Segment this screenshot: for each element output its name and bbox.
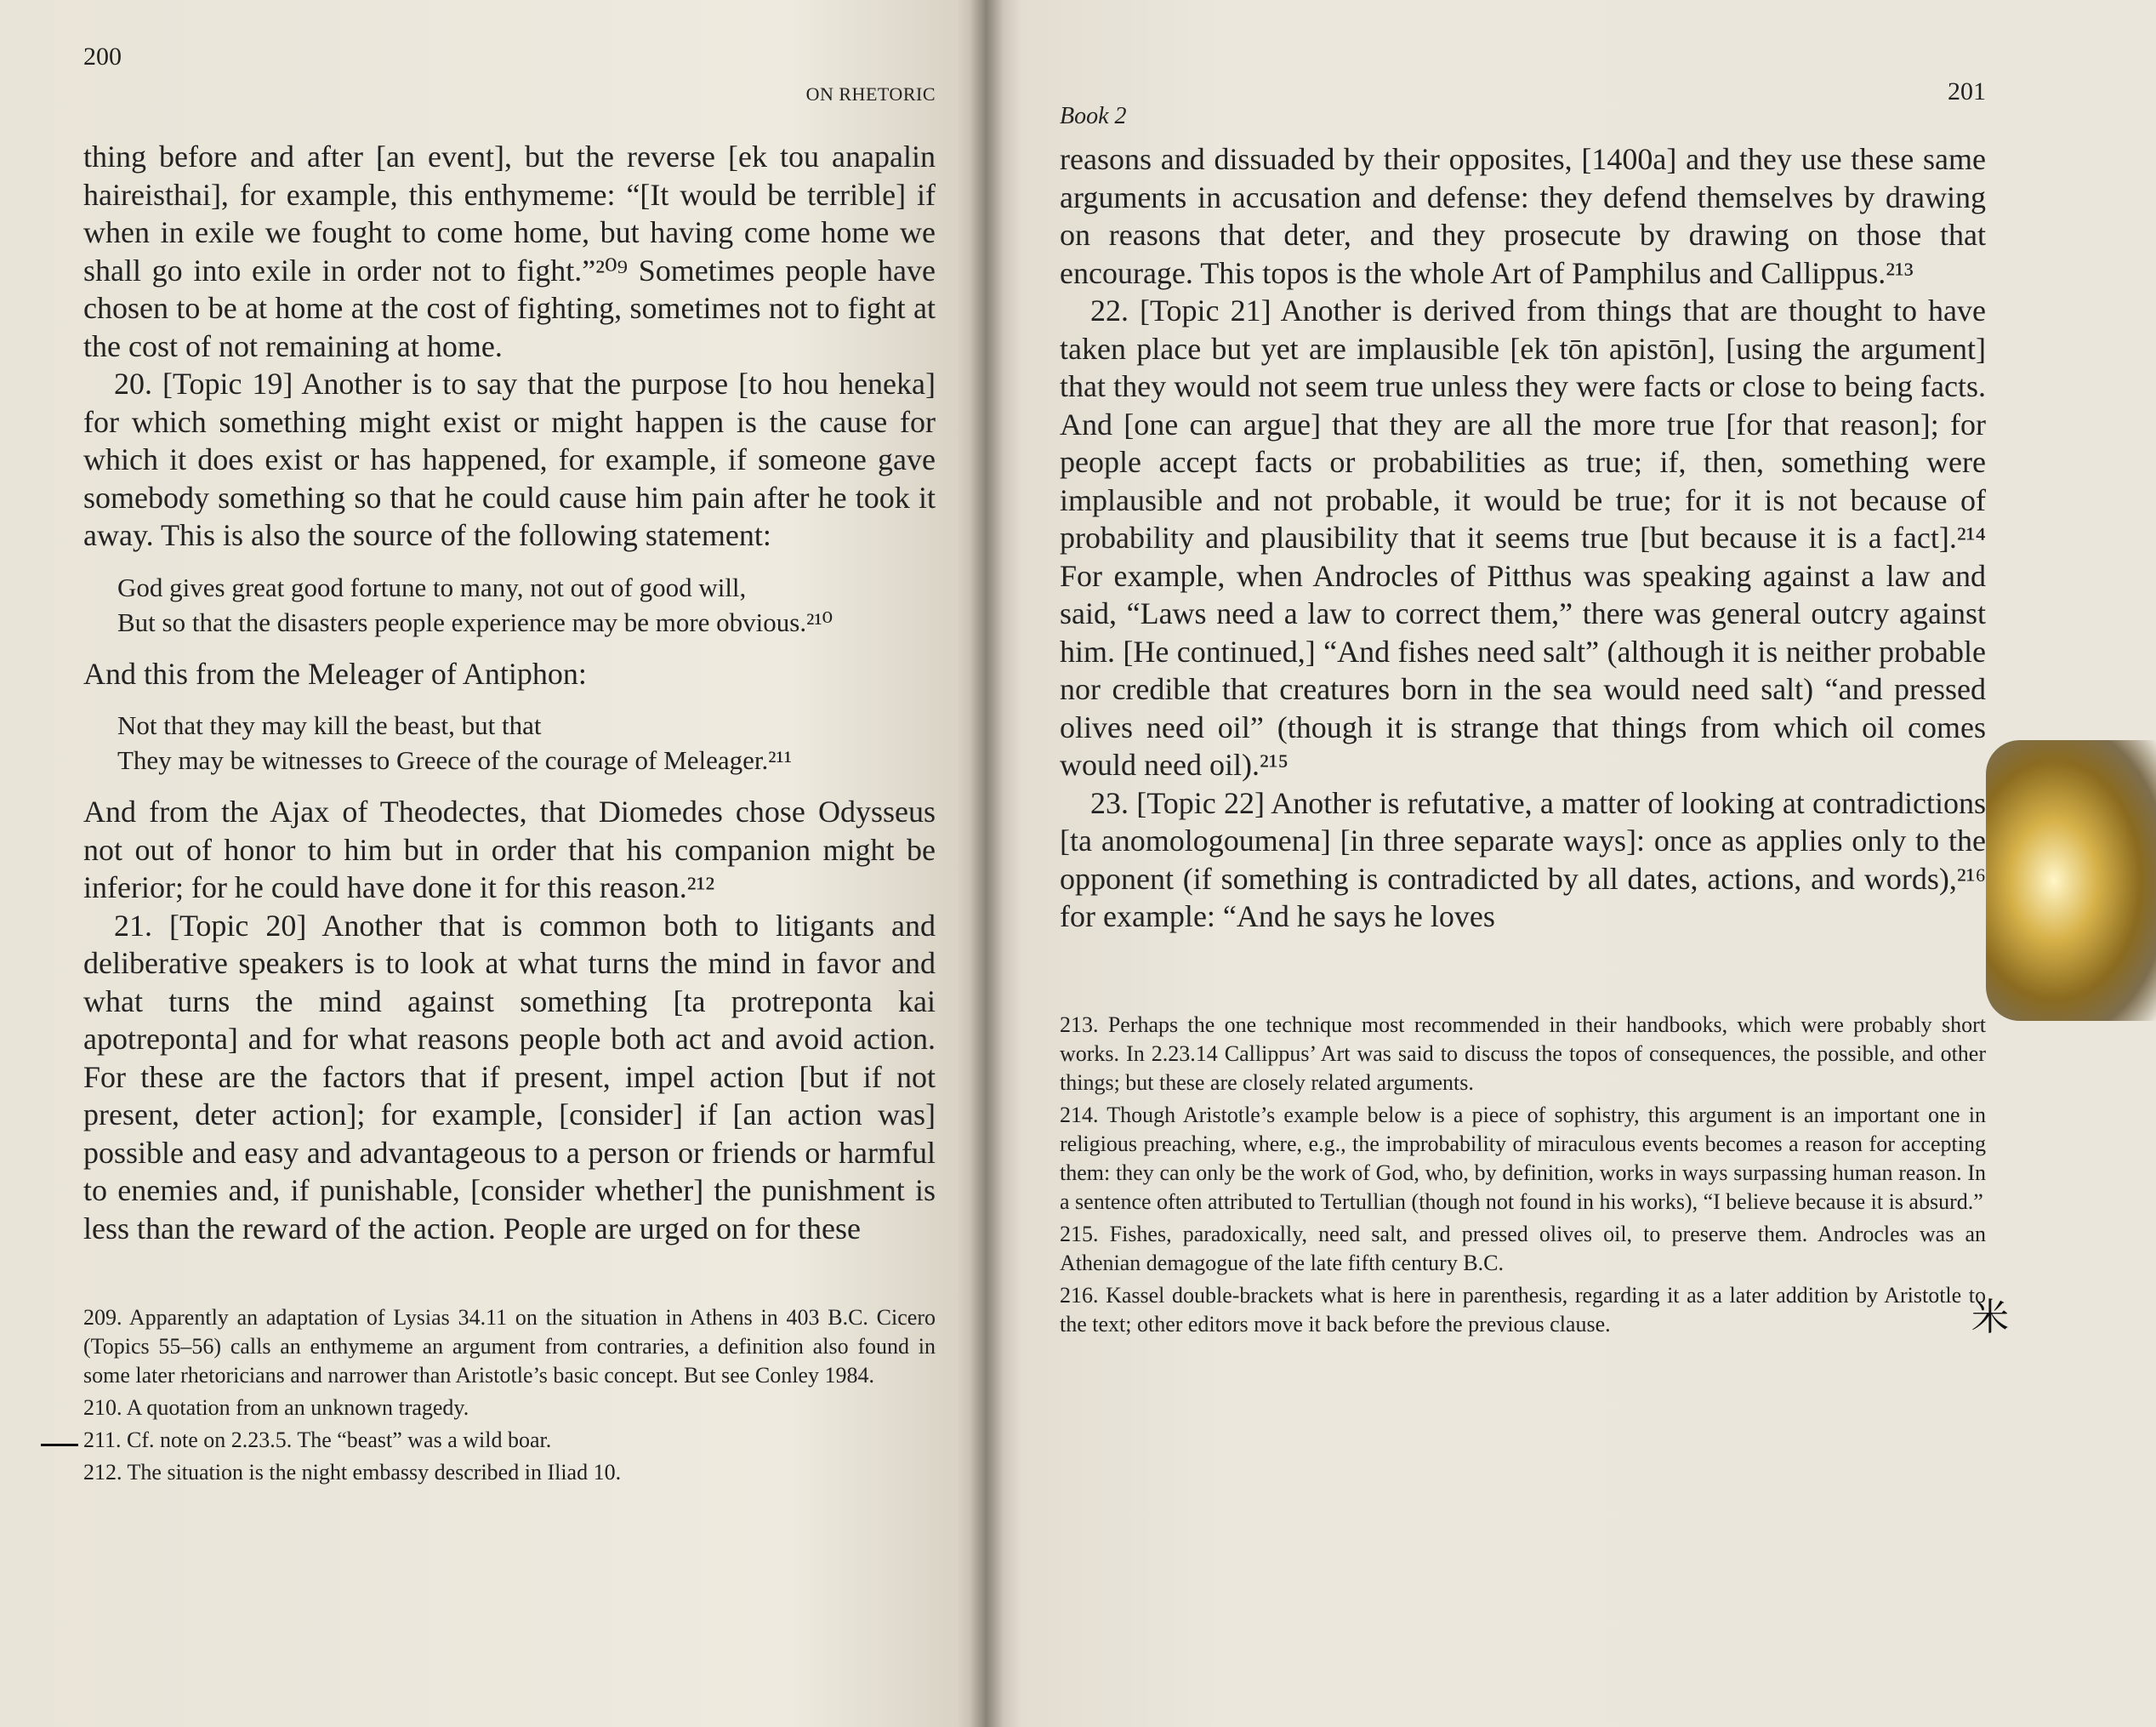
page-number: 200 bbox=[83, 43, 122, 71]
footnote: 213. Perhaps the one technique most recommended in their handbooks, which were probably short works. In 2.23.14 Callippus’ Art was said to discuss the topos of consequences, the possible, and other things; but these are closely related arguments. bbox=[1060, 1012, 1986, 1095]
right-footnotes bbox=[1060, 1011, 1986, 1339]
footnote: 215. Fishes, paradoxically, need salt, and pressed olives oil, to preserve them. Androcles was an Athenian demagogue of the late fifth century B.C. bbox=[1060, 1221, 1986, 1275]
verse-line: But so that the disasters people experience may be more obvious.²¹⁰ bbox=[117, 607, 833, 637]
paragraph: And this from the Meleager of Antiphon: bbox=[83, 656, 587, 691]
paragraph: thing before and after [an event], but the reverse [ek tou anapalin haireisthai], for example, this enthymeme: “[It would be terrible] if when in exile we fought to come home, but having come home we shall go into exile in order not to fight.”²⁰⁹ Sometimes people have chosen to be at home at the cost of fighting, sometimes not to fight at the cost of not remaining at home. bbox=[83, 140, 936, 363]
footnote: 212. The situation is the night embassy described in Iliad 10. bbox=[83, 1460, 622, 1485]
right-page-header bbox=[1060, 72, 1986, 129]
right-body-text bbox=[1060, 140, 1986, 936]
verse-line: They may be witnesses to Greece of the courage of Meleager.²¹¹ bbox=[117, 745, 793, 775]
margin-asterisk-mark: 米 bbox=[1971, 1297, 2009, 1338]
running-head: ON RHETORIC bbox=[805, 83, 936, 105]
brass-page-clip bbox=[1986, 740, 2156, 1021]
paragraph: 22. [Topic 21] Another is derived from things that are thought to have taken place but yet are implausible [ek tōn apistōn], [using the argument] that they would not seem true unless they were facts or close to being facts. And [one can argue] that they are all the more true [for that reason]; for people accept facts or probabilities as true; if, then, something were implausible and not probable, it would be true; for it is not because of probability and plausibility that it seems true [but because it is a fact].²¹⁴ For example, when Androcles of Pitthus was speaking against a law and said, “Laws need a law to correct them,” there was general outcry against him. [He continued,] “And fishes need salt” (although it is neither probable nor credible that creatures born in the sea would need salt) “and pressed olives need oil” (though it is strange that things from which oil comes would need oil).²¹⁵ bbox=[1060, 294, 1986, 782]
right-page bbox=[987, 0, 2156, 1727]
left-page bbox=[0, 0, 987, 1727]
verse-line: Not that they may kill the beast, but that bbox=[117, 710, 542, 740]
verse-quotation bbox=[117, 570, 936, 640]
paragraph: 20. [Topic 19] Another is to say that the purpose [to hou heneka] for which something might exist or might happen is the cause for which it does exist or has happened, for example, if someone gave somebody something so that he could cause him pain after he took it away. This is also the source of the following statement: bbox=[83, 367, 936, 552]
verse-quotation bbox=[117, 708, 936, 778]
left-body-text bbox=[83, 138, 936, 1247]
paragraph: And from the Ajax of Theodectes, that Diomedes chose Odysseus not out of honor to him but in order that his companion might be inferior; for he could have done it for this reason.²¹² bbox=[83, 795, 936, 904]
book-gutter-shadow bbox=[970, 0, 1004, 1727]
footnote: 211. Cf. note on 2.23.5. The “beast” was a wild boar. bbox=[83, 1428, 552, 1452]
paragraph: 21. [Topic 20] Another that is common both to litigants and deliberative speakers is to look at what turns the mind in favor and what turns the mind against something [ta protreponta kai apotreponta] and for what reasons people both act and avoid action. For these are the factors that if present, impel action [but if not present, deter action]; for example, [consider] if [an action was] possible and easy and advantageous to a person or friends or harmful to enemies and, if punishable, [consider whether] the punishment is less than the reward of the action. People are urged on for these bbox=[83, 908, 936, 1245]
verse-line: God gives great good fortune to many, not out of good will, bbox=[117, 572, 747, 602]
footnote: 210. A quotation from an unknown tragedy. bbox=[83, 1395, 469, 1420]
page-number: 201 bbox=[1948, 77, 1986, 105]
left-page-header bbox=[83, 34, 936, 105]
footnote: 214. Though Aristotle’s example below is a piece of sophistry, this argument is an important one in religious preaching, where, e.g., the improbability of miraculous events becomes a reason for accepting them: they can only be the work of God, who, by definition, works in ways surpassing human reason. In a sentence often attributed to Tertullian (though not found in his works), “I believe because it is absurd.” bbox=[1060, 1102, 1986, 1214]
running-head: Book 2 bbox=[1060, 103, 1127, 129]
footnote: 216. Kassel double-brackets what is here in parenthesis, regarding it as a later addition by Aristotle to the text; other editors move it back before the previous clause. bbox=[1060, 1282, 1986, 1337]
margin-dash-mark bbox=[41, 1444, 78, 1446]
paragraph: 23. [Topic 22] Another is refutative, a matter of looking at contradictions [ta anomologoumena] [in three separate ways]: once as applies only to the opponent (if something is contradicted by all dates, actions, and words),²¹⁶ for example: “And he says he loves bbox=[1060, 785, 1986, 933]
paragraph: reasons and dissuaded by their opposites, [1400a] and they use these same arguments in accusation and defense: they defend themselves by drawing on reasons that deter, and they prosecute by drawing on those that encourage. This topos is the whole Art of Pamphilus and Callippus.²¹³ bbox=[1060, 142, 1986, 290]
left-footnotes bbox=[83, 1303, 936, 1487]
footnote: 209. Apparently an adaptation of Lysias 34.11 on the situation in Athens in 403 B.C. Cicero (Topics 55–56) calls an enthymeme an argument from contraries, a definition also found in some later rhetoricians and narrower than Aristotle’s basic concept. But see Conley 1984. bbox=[83, 1305, 936, 1388]
